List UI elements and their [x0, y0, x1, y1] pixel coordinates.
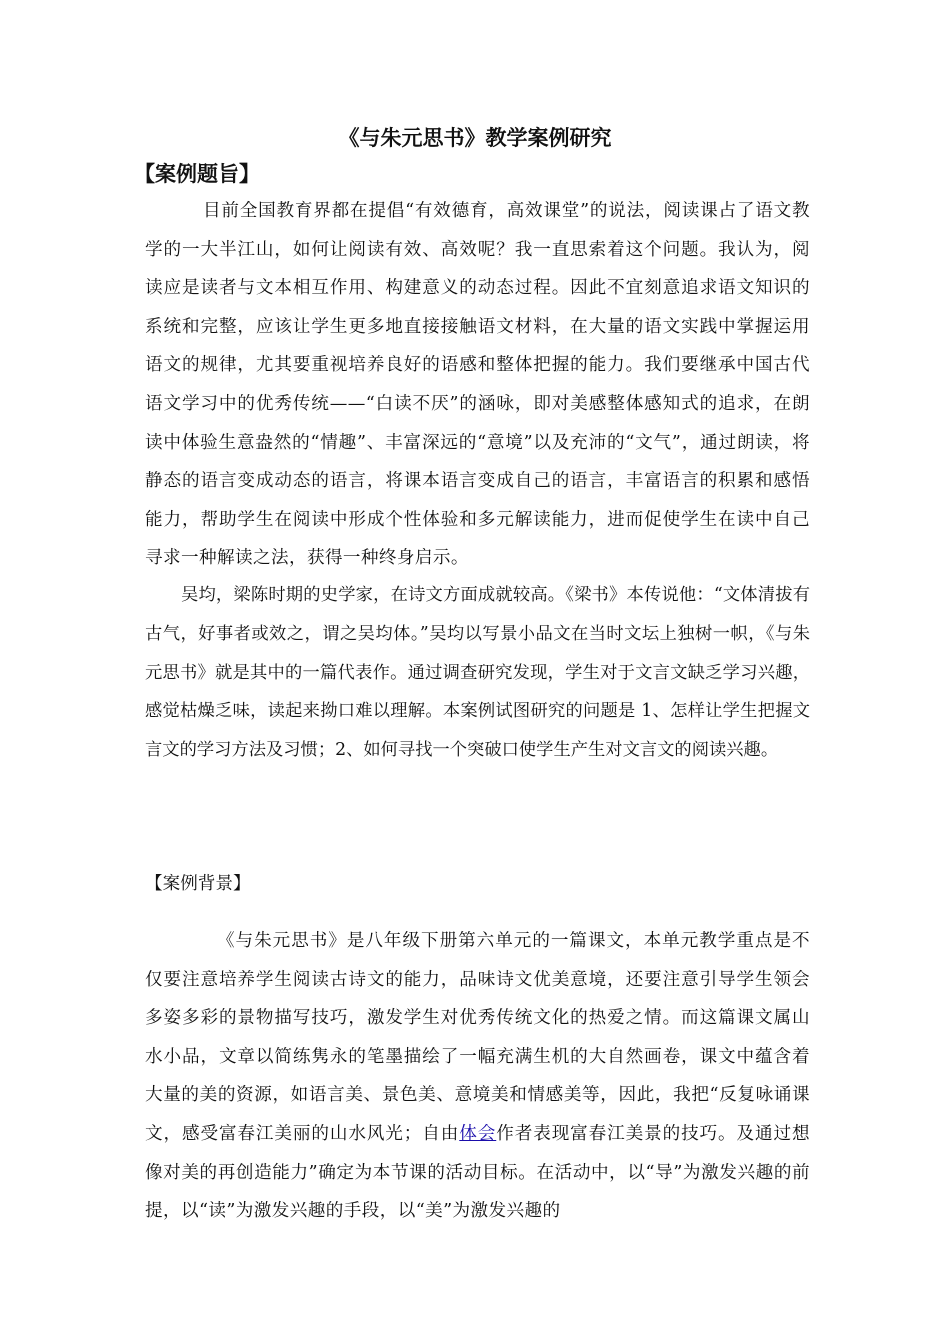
paragraph-case-purpose-2: 吴均，梁陈时期的史学家，在诗文方面成就较高。《梁书》本传说他：“文体清拔有古气，好事者或效之，谓之吴均体。”吴均以写景小品文在当时文坛上独树一帜，《与朱元思书》就是其中的一篇代表作。通过调查研究发现，学生对于文言文缺乏学习兴趣，感觉枯燥乏味，读起来拗口难以理解。本案例试图研究的问题是 1、怎样让学生把握文言文的学习方法及习惯；2、如何寻找一个突破口使学生产生对文言文的阅读兴趣。	[145, 585, 810, 761]
paragraph-case-purpose-1: 目前全国教育界都在提倡“有效德育，高效课堂”的说法，阅读课占了语文教学的一大半江山，如何让阅读有效、高效呢？我一直思索着这个问题。我认为，阅读应是读者与文本相互作用、构建意义的动态过程。因此不宜刻意追求语文知识的系统和完整，应该让学生更多地直接接触语文材料，在大量的语文实践中掌握运用语文的规律，尤其要重视培养良好的语感和整体把握的能力。我们要继承中国古代语文学习中的优秀传统——“白读不厌”的涵咏，即对美感整体感知式的追求，在朗读中体验生意盎然的“情趣”、丰富深远的“意境”以及充沛的“文气”，通过朗读，将静态的语言变成动态的语言，将课本语言变成自己的语言，丰富语言的积累和感悟能力，帮助学生在阅读中形成个性体验和多元解读能力，进而促使学生在读中自己寻求一种解读之法，获得一种终身启示。	[145, 201, 810, 569]
section-heading-case-purpose: 【案例题旨】	[134, 162, 260, 186]
document-title: 《与朱元思书》教学案例研究	[338, 126, 612, 150]
section-heading-case-background: 【案例背景】	[145, 874, 251, 894]
paragraph-text-before-link: 《与朱元思书》是八年级下册第六单元的一篇课文，本单元教学重点是不仅要注意培养学生阅读古诗文的能力，品味诗文优美意境，还要注意引导学生领会多姿多彩的景物描写技巧，激发学生对优秀传统文化的热爱之情。而这篇课文属山水小品，文章以简练隽永的笔墨描绘了一幅充满生机的大自然画卷，课文中蕴含着大量的美的资源，如语言美、景色美、意境美和情感美等，因此，我把“反复咏诵课文，感受富春江美丽的山水风光；自由	[145, 931, 810, 1144]
paragraph-text-after-link: 作者表现富春江美景的技巧。及通过想像对美的再创造能力”确定为本节课的活动目标。在活动中，以“导”为激发兴趣的前提，以“读”为激发兴趣的手段，以“美”为激发兴趣的	[145, 1123, 810, 1222]
paragraph-case-background-1	[145, 922, 810, 1231]
hyperlink-tihui[interactable]: 体会	[459, 1123, 497, 1144]
